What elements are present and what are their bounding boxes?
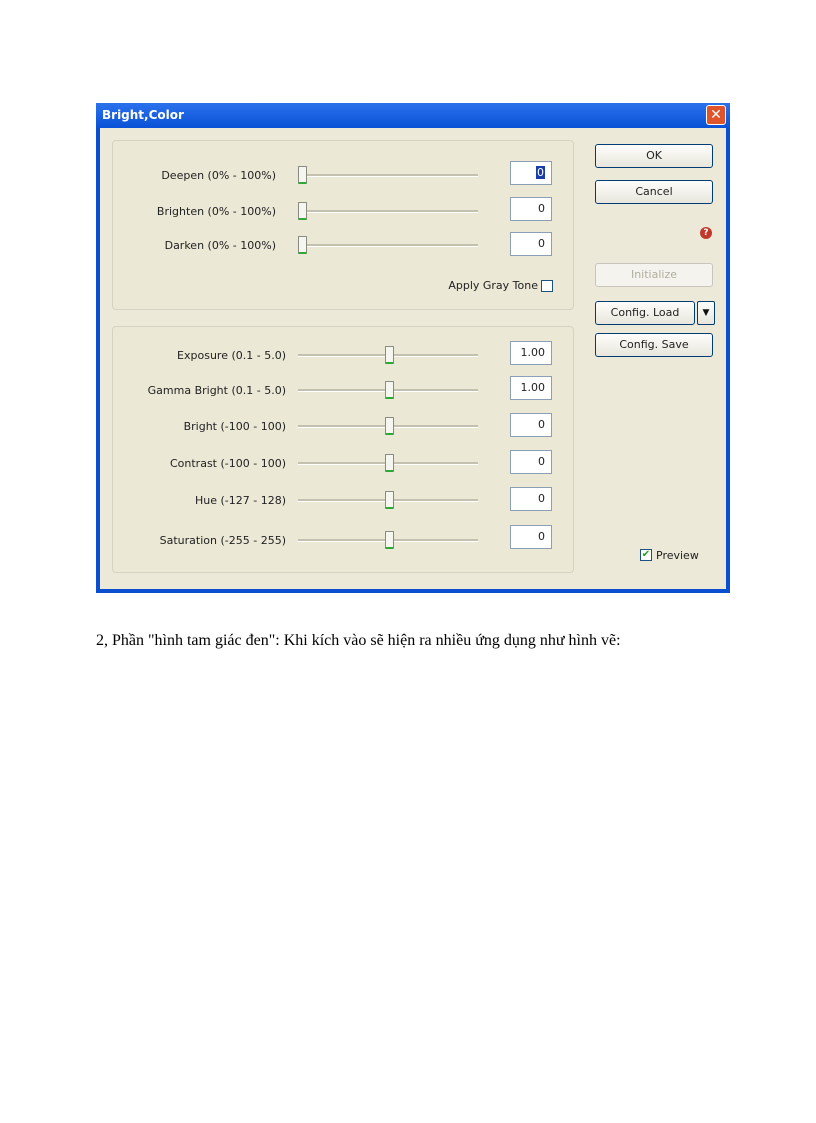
- gamma-bright-slider-thumb[interactable]: [385, 381, 394, 399]
- config-save-button[interactable]: Config. Save: [595, 333, 713, 357]
- brighten-value-input[interactable]: 0: [510, 197, 552, 221]
- bright-label: Bright (-100 - 100): [183, 420, 286, 433]
- help-icon[interactable]: ?: [700, 227, 712, 239]
- exposure-value-input[interactable]: 1.00: [510, 341, 552, 365]
- brighten-slider-track[interactable]: [298, 210, 478, 213]
- deepen-value-input[interactable]: 0: [510, 161, 552, 185]
- contrast-label: Contrast (-100 - 100): [169, 457, 286, 470]
- preview-checkbox[interactable]: [640, 549, 652, 561]
- bright-color-dialog: [96, 103, 730, 593]
- ok-button[interactable]: OK: [595, 144, 713, 168]
- deepen-slider-thumb[interactable]: [298, 166, 307, 184]
- darken-value-input[interactable]: 0: [510, 232, 552, 256]
- close-button[interactable]: [706, 105, 726, 125]
- exposure-label: Exposure (0.1 - 5.0): [177, 349, 286, 362]
- deepen-label: Deepen (0% - 100%): [161, 169, 276, 182]
- cancel-button[interactable]: Cancel: [595, 180, 713, 204]
- hue-label: Hue (-127 - 128): [194, 494, 286, 507]
- config-load-dropdown-button[interactable]: [697, 301, 715, 325]
- bright-value-input[interactable]: 0: [510, 413, 552, 437]
- title-bar[interactable]: [96, 103, 730, 128]
- check-icon: ✔: [641, 549, 651, 560]
- initialize-button[interactable]: Initialize: [595, 263, 713, 287]
- apply-gray-tone-checkbox[interactable]: [541, 280, 553, 292]
- close-icon: ✕: [710, 107, 722, 123]
- hue-slider-thumb[interactable]: [385, 491, 394, 509]
- exposure-slider-thumb[interactable]: [385, 346, 394, 364]
- apply-gray-tone-label: Apply Gray Tone: [448, 279, 538, 292]
- chevron-down-icon: ▼: [702, 308, 710, 318]
- saturation-value-input[interactable]: 0: [510, 525, 552, 549]
- darken-label: Darken (0% - 100%): [164, 239, 276, 252]
- contrast-slider-thumb[interactable]: [385, 454, 394, 472]
- caption-text: 2, Phần "hình tam giác đen": Khi kích vào sẽ hiện ra nhiều ứng dụng như hình vẽ:: [96, 632, 621, 649]
- gamma-bright-label: Gamma Bright (0.1 - 5.0): [147, 384, 286, 397]
- config-load-button[interactable]: Config. Load: [595, 301, 695, 325]
- bright-slider-thumb[interactable]: [385, 417, 394, 435]
- saturation-label: Saturation (-255 - 255): [159, 534, 286, 547]
- preview-label: Preview: [656, 549, 699, 562]
- contrast-value-input[interactable]: 0: [510, 450, 552, 474]
- dialog-client-area: [100, 128, 726, 589]
- gamma-bright-value-input[interactable]: 1.00: [510, 376, 552, 400]
- dialog-title: Bright,Color: [102, 108, 184, 122]
- darken-slider-track[interactable]: [298, 244, 478, 247]
- saturation-slider-thumb[interactable]: [385, 531, 394, 549]
- brighten-slider-thumb[interactable]: [298, 202, 307, 220]
- brighten-label: Brighten (0% - 100%): [156, 205, 276, 218]
- darken-slider-thumb[interactable]: [298, 236, 307, 254]
- hue-value-input[interactable]: 0: [510, 487, 552, 511]
- deepen-slider-track[interactable]: [298, 174, 478, 177]
